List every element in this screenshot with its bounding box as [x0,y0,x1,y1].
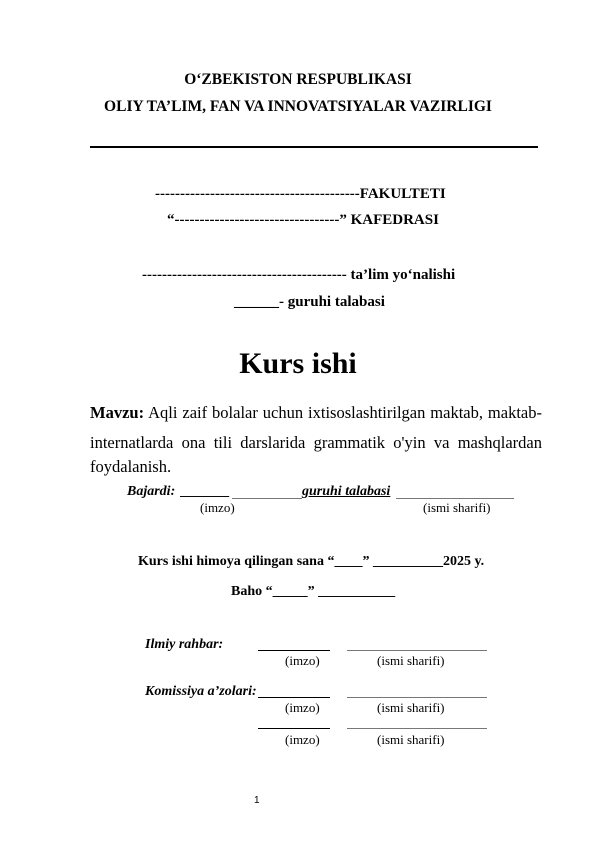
topic-line2: internatlarda ona tili darslarida grammatik o'yin va mashqlardan [90,433,542,452]
commission-label: Komissiya a’zolari: [145,684,257,699]
ministry-line2: OLIY TA’LIM, FAN VA INNOVATSIYALAR VAZIRLIGI [104,98,492,115]
topic-text1: Aqli zaif bolalar uchun ixtisoslashtirilgan maktab, maktab- [148,403,542,422]
supervisor-imzo-caption: (imzo) [285,653,320,668]
commission-ism-line-1 [347,697,487,698]
supervisor-ism-line [347,650,487,651]
defense-date-line: Kurs ishi himoya qilingan sana “____” __________2025 y. [138,554,485,569]
topic-line1 [90,403,542,423]
commission-ismi-caption-1: (ismi sharifi) [377,700,445,715]
document-title: Kurs ishi [239,347,357,380]
direction-line: ----------------------------------------- ta’lim yo‘nalishi [142,267,456,283]
header-divider [90,146,538,148]
commission-ismi-caption-2: (ismi sharifi) [377,732,445,747]
bajardi-guruh: guruhi talabasi [302,484,391,499]
bajardi-blank: _______ [181,484,230,499]
group-blank: ______ [234,294,279,310]
page-number: 1 [254,795,260,806]
bajardi-label: Bajardi: [127,484,176,499]
commission-ism-line-2 [347,728,487,729]
supervisor-ismi-caption: (ismi sharifi) [377,653,445,668]
bajardi-ismi-caption: (ismi sharifi) [423,500,491,515]
commission-imzo-line-1 [258,697,330,698]
grade-line: Baho “_____” ___________ [231,584,396,599]
bajardi-imzo-line [232,498,302,499]
supervisor-imzo-line [258,650,330,651]
supervisor-label: Ilmiy rahbar: [145,637,224,652]
department-line: “---------------------------------” KAFEDRASI [167,212,439,228]
group-label: - guruhi talabasi [279,294,385,310]
commission-imzo-caption-1: (imzo) [285,700,320,715]
topic-line3: foydalanish. [90,457,172,476]
bajardi-imzo-caption: (imzo) [200,500,235,515]
commission-imzo-caption-2: (imzo) [285,732,320,747]
faculty-line: -----------------------------------------FAKULTETI [155,186,446,202]
ministry-line1: O‘ZBEKISTON RESPUBLIKASI [184,71,412,88]
topic-label: Mavzu: [90,403,145,422]
group-line [234,294,385,311]
bajardi-ism-line [396,498,514,499]
commission-imzo-line-2 [258,728,330,729]
